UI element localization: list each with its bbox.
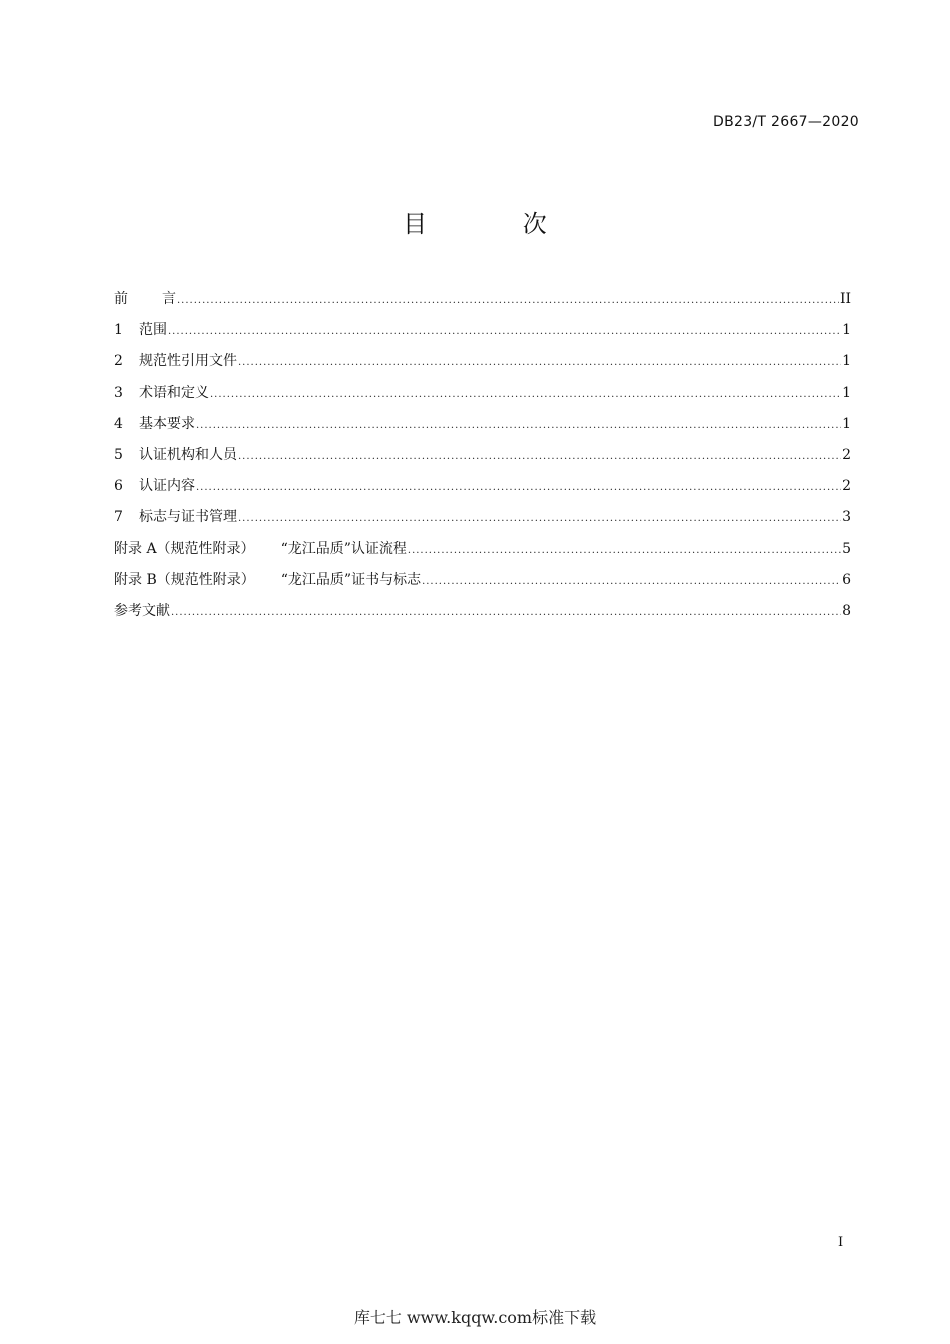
toc-entry-page: 5 — [842, 540, 851, 557]
toc-entry-label: 前 言 — [114, 291, 176, 307]
toc-entry-marks-certificates[interactable] — [114, 502, 851, 533]
toc-entry-page: 2 — [842, 478, 851, 495]
toc-leader-dots — [196, 410, 841, 441]
toc-leader-dots — [177, 285, 839, 316]
toc-entry-page: 8 — [842, 602, 851, 619]
toc-entry-scope[interactable] — [114, 315, 851, 346]
toc-leader-dots — [238, 503, 841, 534]
toc-entry-page: 1 — [842, 384, 851, 401]
toc-leader-dots — [196, 472, 841, 503]
toc-entry-appendix-a[interactable] — [114, 534, 851, 565]
toc-entry-label: 7 标志与证书管理 — [114, 509, 237, 526]
toc-leader-dots — [238, 347, 841, 378]
toc-entry-page: 1 — [842, 415, 851, 432]
toc-list — [114, 284, 851, 627]
toc-entry-label: 附录 A（规范性附录） “龙江品质”认证流程 — [114, 540, 407, 557]
toc-entry-label: 2 规范性引用文件 — [114, 353, 237, 370]
toc-leader-dots — [171, 597, 841, 628]
toc-leader-dots — [168, 316, 841, 347]
toc-entry-page: 1 — [842, 353, 851, 370]
toc-entry-appendix-b[interactable] — [114, 565, 851, 596]
toc-entry-basic-requirements[interactable] — [114, 409, 851, 440]
toc-entry-page: 2 — [842, 446, 851, 463]
toc-entry-normative-references[interactable] — [114, 346, 851, 377]
toc-entry-certification-bodies[interactable] — [114, 440, 851, 471]
toc-entry-foreword[interactable] — [114, 284, 851, 315]
toc-leader-dots — [408, 535, 841, 566]
toc-entry-page: 1 — [842, 322, 851, 339]
footer-watermark: 库七七 www.kqqw.com标准下载 — [353, 1308, 597, 1327]
toc-entry-label: 4 基本要求 — [114, 415, 195, 432]
toc-entry-certification-content[interactable] — [114, 471, 851, 502]
toc-entry-label: 参考文献 — [114, 602, 170, 619]
toc-entry-page: II — [839, 291, 851, 307]
toc-title: 目 次 — [403, 210, 591, 238]
document-code: DB23/T 2667—2020 — [713, 114, 859, 130]
page-number: I — [838, 1235, 844, 1250]
toc-entry-label: 6 认证内容 — [114, 478, 195, 495]
toc-leader-dots — [210, 379, 841, 410]
toc-leader-dots — [238, 441, 841, 472]
toc-entry-label: 1 范围 — [114, 322, 167, 339]
toc-entry-terms-definitions[interactable] — [114, 378, 851, 409]
toc-entry-label: 附录 B（规范性附录） “龙江品质”证书与标志 — [114, 571, 422, 588]
toc-entry-label: 3 术语和定义 — [114, 384, 209, 401]
toc-entry-page: 6 — [842, 571, 851, 588]
toc-entry-label: 5 认证机构和人员 — [114, 446, 237, 463]
toc-entry-page: 3 — [842, 509, 851, 526]
toc-leader-dots — [422, 566, 841, 597]
toc-entry-bibliography[interactable] — [114, 596, 851, 627]
